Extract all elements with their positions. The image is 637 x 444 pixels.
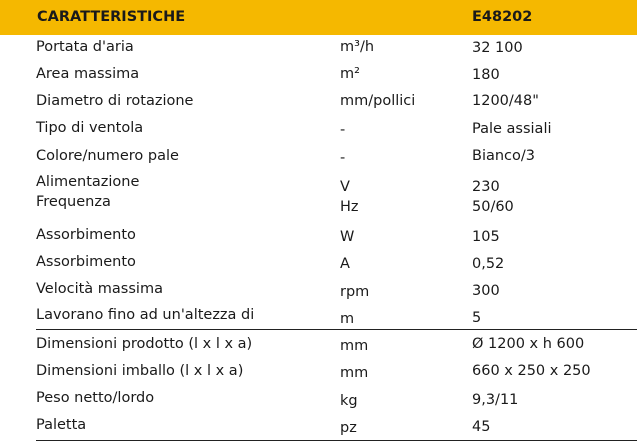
table-header bbox=[0, 0, 637, 35]
row-unit: m² bbox=[340, 66, 360, 82]
row-label: Dimensioni imballo (l x l x a) bbox=[36, 363, 244, 379]
header-label: CARATTERISTICHE bbox=[37, 9, 186, 25]
row-label: Assorbimento bbox=[36, 227, 136, 243]
row-unit: A bbox=[340, 256, 350, 272]
row-label: Lavorano fino ad un'altezza di bbox=[36, 307, 255, 323]
row-unit: m³/h bbox=[340, 39, 375, 55]
row-value: Ø 1200 x h 600 bbox=[472, 336, 585, 352]
row-value: 1200/48" bbox=[472, 93, 539, 109]
row-label: Tipo di ventola bbox=[36, 120, 144, 136]
row-label: Colore/numero pale bbox=[36, 148, 179, 164]
row-unit: rpm bbox=[340, 284, 370, 300]
row-value: 660 x 250 x 250 bbox=[472, 363, 591, 379]
row-unit: Hz bbox=[340, 199, 359, 215]
row-label: Assorbimento bbox=[36, 254, 136, 270]
row-value: 105 bbox=[472, 229, 500, 245]
row-unit: mm bbox=[340, 365, 369, 381]
row-value: 32 100 bbox=[472, 40, 523, 56]
row-value: Pale assiali bbox=[472, 121, 552, 137]
section-divider bbox=[36, 329, 637, 330]
row-label: Diametro di rotazione bbox=[36, 93, 194, 109]
row-value: 9,3/11 bbox=[472, 392, 519, 408]
row-unit: W bbox=[340, 229, 355, 245]
row-unit: V bbox=[340, 179, 350, 195]
header-product-code: E48202 bbox=[472, 9, 533, 25]
row-value: 230 bbox=[472, 179, 500, 195]
row-label: Area massima bbox=[36, 66, 140, 82]
row-value: 300 bbox=[472, 283, 500, 299]
row-unit: mm/pollici bbox=[340, 93, 416, 109]
row-value: 0,52 bbox=[472, 256, 505, 272]
row-unit: pz bbox=[340, 420, 357, 436]
row-label: Paletta bbox=[36, 417, 87, 433]
row-value: 180 bbox=[472, 67, 500, 83]
row-label: Alimentazione bbox=[36, 174, 140, 190]
row-unit: - bbox=[340, 150, 346, 166]
row-label: Portata d'aria bbox=[36, 39, 134, 55]
row-value: 50/60 bbox=[472, 199, 514, 215]
row-label: Velocità massima bbox=[36, 281, 163, 297]
row-unit: mm bbox=[340, 338, 369, 354]
row-value: 5 bbox=[472, 310, 482, 326]
table-bottom-border bbox=[36, 440, 637, 441]
row-label: Frequenza bbox=[36, 194, 111, 210]
row-unit: m bbox=[340, 311, 355, 327]
row-label: Dimensioni prodotto (l x l x a) bbox=[36, 336, 253, 352]
row-value: Bianco/3 bbox=[472, 148, 536, 164]
row-value: 45 bbox=[472, 419, 491, 435]
row-unit: kg bbox=[340, 393, 358, 409]
row-unit: - bbox=[340, 122, 346, 138]
row-label: Peso netto/lordo bbox=[36, 390, 155, 406]
